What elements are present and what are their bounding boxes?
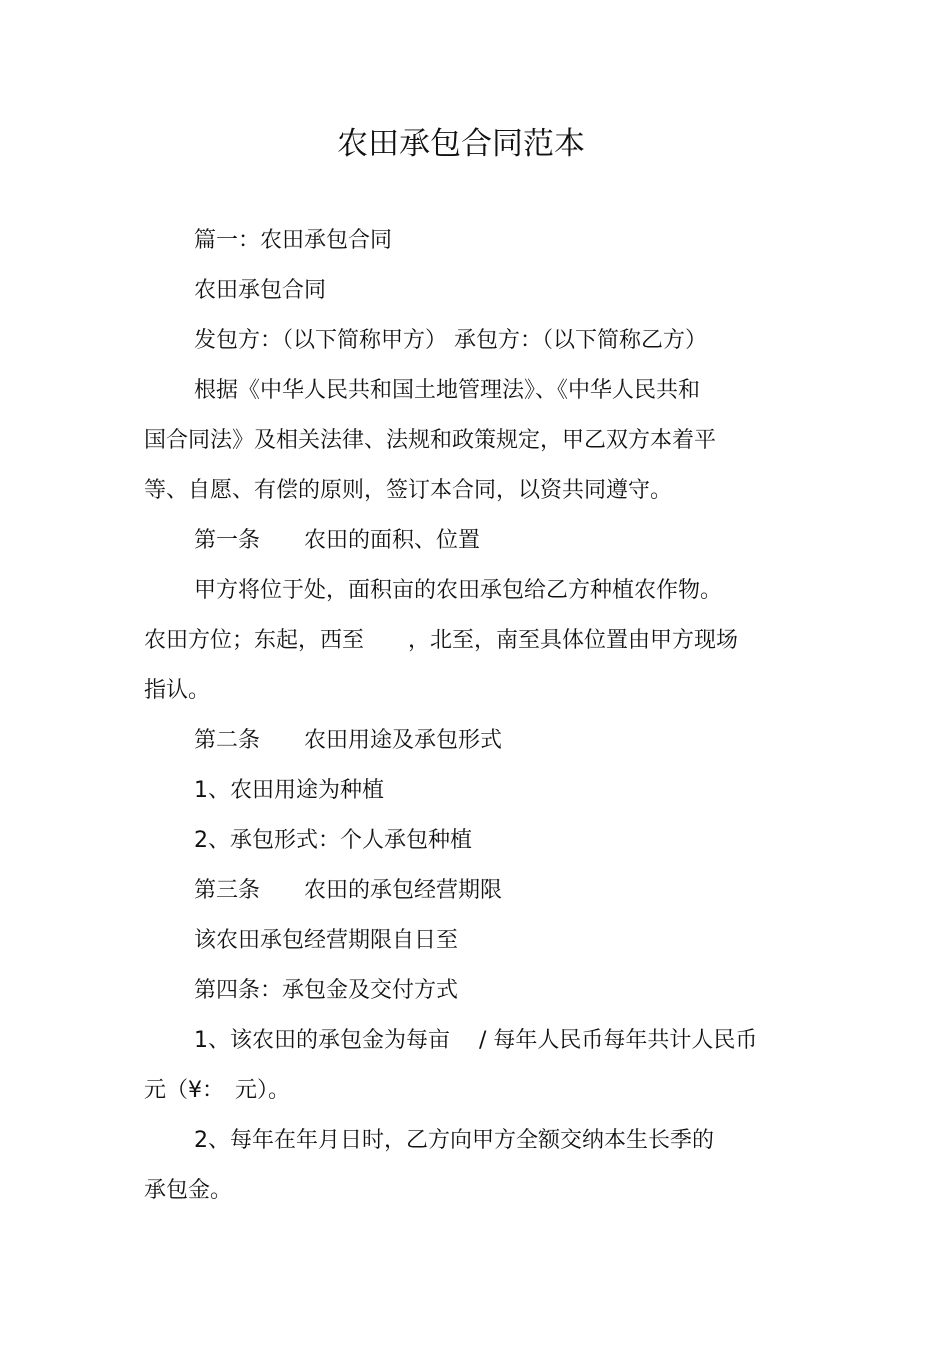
contract-heading: 农田承包合同 [194, 278, 327, 303]
document-title: 农田承包合同范本 [337, 126, 585, 162]
article-3-text: 该农田承包经营期限自日至 [194, 928, 459, 953]
article-2-heading: 第二条 农田用途及承包形式 [194, 728, 503, 753]
article-4-item-1-line-1: 1、该农田的承包金为每亩 / 每年人民币每年共计人民币 [194, 1028, 758, 1053]
article-4-item-2-line-1: 2、每年在年月日时，乙方向甲方全额交纳本生长季的 [194, 1128, 714, 1153]
article-2-item-1: 1、农田用途为种植 [194, 778, 384, 803]
parties-line: 发包方：（以下简称甲方） 承包方：（以下简称乙方） [194, 328, 707, 353]
preamble-line-2: 国合同法》及相关法律、法规和政策规定，甲乙双方本着平 [144, 428, 717, 453]
article-4-item-1-line-2: 元（¥： 元）。 [144, 1078, 290, 1103]
section-heading-part-one: 篇一：农田承包合同 [194, 228, 393, 253]
article-1-text-2: 农田方位；东起，西至 ，北至，南至具体位置由甲方现场 [144, 628, 739, 653]
article-1-heading: 第一条 农田的面积、位置 [194, 528, 481, 553]
article-1-text-3: 指认。 [144, 678, 211, 703]
article-2-item-2: 2、承包形式：个人承包种植 [194, 828, 472, 853]
preamble-line-1: 根据《中华人民共和国土地管理法》、《中华人民共和 [194, 378, 701, 403]
article-1-text-1: 甲方将位于处，面积亩的农田承包给乙方种植农作物。 [194, 578, 723, 603]
article-4-heading: 第四条：承包金及交付方式 [194, 978, 459, 1003]
preamble-line-3: 等、自愿、有偿的原则，签订本合同，以资共同遵守。 [144, 478, 673, 503]
article-3-heading: 第三条 农田的承包经营期限 [194, 878, 503, 903]
article-4-item-2-line-2: 承包金。 [144, 1178, 233, 1203]
